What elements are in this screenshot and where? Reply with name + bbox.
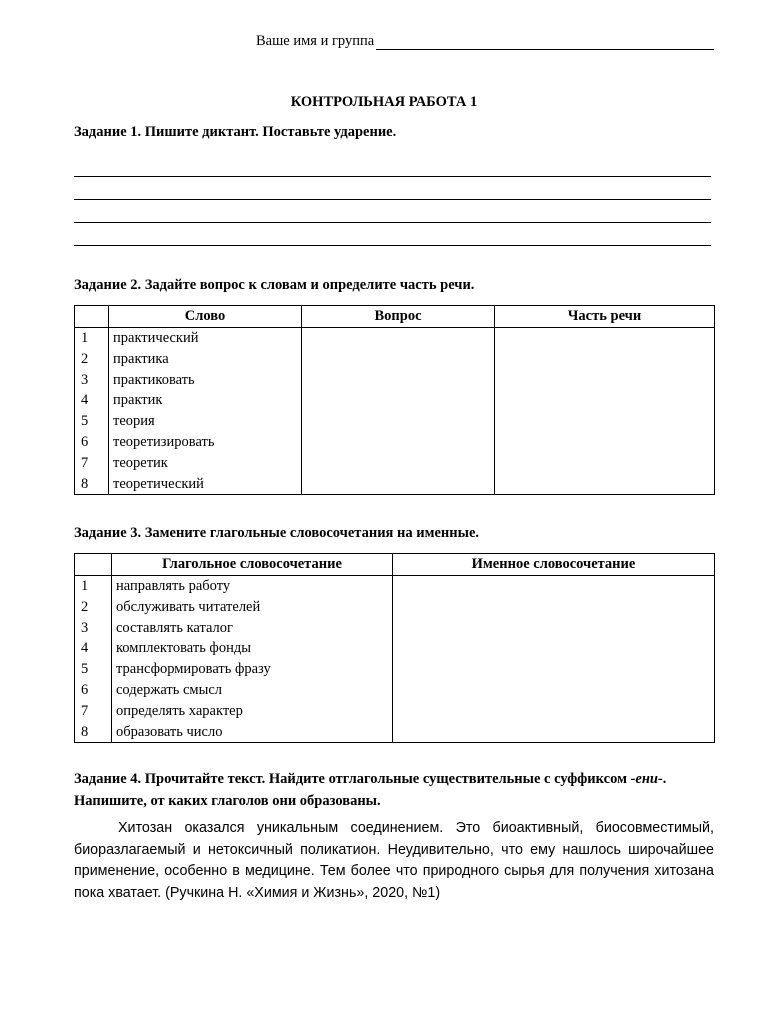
verbal-phrase-cell: определять характер xyxy=(112,701,393,722)
task4-reading-text: Хитозан оказался уникальным соединением. Это биоактивный, биосовместимый, биоразлагаемый и нетоксичный поликатион. Неудивительно, что ему нашлось широчайшее применение, особенно в медицине. Тем более что природного сырья для получения хитозана пока хватает. (Ручкина Н. «Химия и Жизнь», 2020, №1) xyxy=(74,820,714,901)
part-of-speech-cell[interactable] xyxy=(495,453,715,474)
word-cell: теоретический xyxy=(109,474,302,495)
table-row xyxy=(75,474,715,495)
row-number: 3 xyxy=(75,618,112,639)
verbal-phrase-cell: комплектовать фонды xyxy=(112,638,393,659)
part-of-speech-cell[interactable] xyxy=(495,328,715,349)
name-group-blank-line[interactable] xyxy=(376,34,714,50)
header-cell-blank xyxy=(75,306,109,328)
word-cell: теория xyxy=(109,411,302,432)
row-number: 1 xyxy=(75,576,112,597)
answer-line[interactable] xyxy=(74,200,711,223)
table-row xyxy=(75,722,715,743)
table-row xyxy=(75,370,715,391)
word-cell: практик xyxy=(109,390,302,411)
table-row xyxy=(75,659,715,680)
row-number: 8 xyxy=(75,722,112,743)
table-row xyxy=(75,701,715,722)
verbal-phrase-cell: трансформировать фразу xyxy=(112,659,393,680)
answer-line[interactable] xyxy=(74,177,711,200)
nominal-phrase-cell[interactable] xyxy=(393,722,715,743)
name-group-label: Ваше имя и группа xyxy=(256,33,375,49)
row-number: 1 xyxy=(75,328,109,349)
word-cell: теоретизировать xyxy=(109,432,302,453)
table-row xyxy=(75,453,715,474)
nominal-phrase-cell[interactable] xyxy=(393,659,715,680)
word-cell: теоретик xyxy=(109,453,302,474)
row-number: 8 xyxy=(75,474,109,495)
column-header-question: Вопрос xyxy=(302,306,495,328)
row-number: 4 xyxy=(75,638,112,659)
verbal-phrase-cell: направлять работу xyxy=(112,576,393,597)
task4-heading-text: Задание 4. Прочитайте текст. Найдите отглагольные существительные с суффиксом xyxy=(74,771,631,787)
row-number: 6 xyxy=(75,680,112,701)
table-row xyxy=(75,638,715,659)
nominal-phrase-cell[interactable] xyxy=(393,701,715,722)
nominal-phrase-cell[interactable] xyxy=(393,618,715,639)
task2-table xyxy=(74,305,715,495)
row-number: 2 xyxy=(75,597,112,618)
task2-heading: Задание 2. Задайте вопрос к словам и определите часть речи. xyxy=(74,277,475,293)
row-number: 2 xyxy=(75,349,109,370)
part-of-speech-cell[interactable] xyxy=(495,474,715,495)
task1-heading: Задание 1. Пишите диктант. Поставьте ударение. xyxy=(74,124,397,140)
verbal-phrase-cell: образовать число xyxy=(112,722,393,743)
table-row xyxy=(75,618,715,639)
nominal-phrase-cell[interactable] xyxy=(393,576,715,597)
question-cell[interactable] xyxy=(302,328,495,349)
part-of-speech-cell[interactable] xyxy=(495,349,715,370)
task1-answer-lines[interactable] xyxy=(74,154,711,246)
question-cell[interactable] xyxy=(302,349,495,370)
task3-table xyxy=(74,553,715,743)
table-row xyxy=(75,390,715,411)
task4-heading-text-end: . Напишите, от каких глаголов они образованы. xyxy=(74,771,667,809)
row-number: 5 xyxy=(75,411,109,432)
question-cell[interactable] xyxy=(302,432,495,453)
table-row xyxy=(75,597,715,618)
word-cell: практика xyxy=(109,349,302,370)
table-row xyxy=(75,411,715,432)
nominal-phrase-cell[interactable] xyxy=(393,638,715,659)
row-number: 5 xyxy=(75,659,112,680)
answer-line[interactable] xyxy=(74,223,711,246)
answer-line[interactable] xyxy=(74,154,711,177)
column-header-nominal-phrase: Именное словосочетание xyxy=(393,554,715,576)
table-row xyxy=(75,432,715,453)
header-cell-blank xyxy=(75,554,112,576)
table-row xyxy=(75,680,715,701)
question-cell[interactable] xyxy=(302,453,495,474)
nominal-phrase-cell[interactable] xyxy=(393,680,715,701)
row-number: 7 xyxy=(75,701,112,722)
task4-heading xyxy=(74,768,714,812)
part-of-speech-cell[interactable] xyxy=(495,432,715,453)
column-header-part-of-speech: Часть речи xyxy=(495,306,715,328)
row-number: 4 xyxy=(75,390,109,411)
row-number: 7 xyxy=(75,453,109,474)
row-number: 6 xyxy=(75,432,109,453)
column-header-verbal-phrase: Глагольное словосочетание xyxy=(112,554,393,576)
part-of-speech-cell[interactable] xyxy=(495,411,715,432)
table-row xyxy=(75,328,715,349)
table-row xyxy=(75,349,715,370)
table-row xyxy=(75,576,715,597)
row-number: 3 xyxy=(75,370,109,391)
page-title: КОНТРОЛЬНАЯ РАБОТА 1 xyxy=(290,94,478,110)
column-header-word: Слово xyxy=(109,306,302,328)
part-of-speech-cell[interactable] xyxy=(495,390,715,411)
question-cell[interactable] xyxy=(302,390,495,411)
question-cell[interactable] xyxy=(302,411,495,432)
part-of-speech-cell[interactable] xyxy=(495,370,715,391)
task4-suffix: -ени- xyxy=(630,771,663,787)
verbal-phrase-cell: обслуживать читателей xyxy=(112,597,393,618)
nominal-phrase-cell[interactable] xyxy=(393,597,715,618)
question-cell[interactable] xyxy=(302,370,495,391)
question-cell[interactable] xyxy=(302,474,495,495)
verbal-phrase-cell: содержать смысл xyxy=(112,680,393,701)
verbal-phrase-cell: составлять каталог xyxy=(112,618,393,639)
word-cell: практический xyxy=(109,328,302,349)
task3-heading: Задание 3. Замените глагольные словосочетания на именные. xyxy=(74,525,480,541)
word-cell: практиковать xyxy=(109,370,302,391)
name-group-field[interactable] xyxy=(256,33,714,50)
